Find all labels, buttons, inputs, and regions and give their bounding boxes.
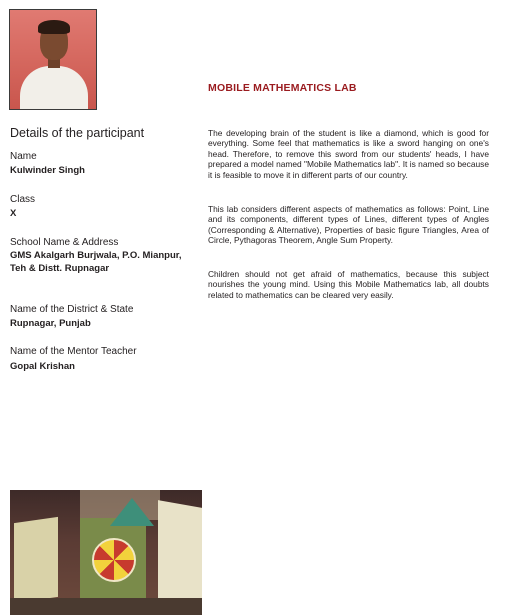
name-label: Name	[10, 151, 37, 162]
mentor-value: Gopal Krishan	[10, 361, 75, 372]
school-label: School Name & Address	[10, 237, 119, 248]
project-paragraph-3: Children should not get afraid of mathematics, because this subject nourishes the young mind. Using this Mobile Mathematics lab, all doubts related to mathematics can be cleared very easily.	[208, 269, 489, 300]
district-label: Name of the District & State	[10, 304, 134, 315]
mentor-label: Name of the Mentor Teacher	[10, 346, 137, 357]
lab-board-left	[14, 517, 58, 603]
class-value: X	[10, 208, 17, 219]
lab-board-right	[158, 500, 202, 608]
district-value: Rupnagar, Punjab	[10, 318, 91, 329]
project-title: MOBILE MATHEMATICS LAB	[208, 82, 357, 94]
project-paragraph-1: The developing brain of the student is like a diamond, which is good for everything. Some feel that mathematics is like a sword hanging on one's head. Therefore, to remove this sword from our students' heads, I have prepared a model named "Mobile Mathematics lab". It is named so because it is feasible to move it in different parts of our country.	[208, 128, 489, 180]
project-paragraph-2: This lab considers different aspects of mathematics as follows: Point, Line and its components, different types of Lines, different types of Angles (Corresponding & Alternative), Properties of basic figure Triangles, Area of Circle, Pythagoras Theorem, Angle Sum Property.	[208, 204, 489, 246]
participant-section-title: Details of the participant	[10, 126, 145, 140]
mobile-lab-photo	[10, 490, 202, 615]
portrait-shirt	[20, 66, 88, 110]
name-value: Kulwinder Singh	[10, 165, 85, 176]
lab-wheel-model	[92, 538, 136, 582]
participant-photo	[9, 9, 97, 110]
portrait-hair	[38, 20, 70, 34]
class-label: Class	[10, 194, 36, 205]
lab-triangle-model	[110, 498, 154, 526]
school-value: GMS Akalgarh Burjwala, P.O. Mianpur, Teh & Distt. Rupnagar	[10, 250, 182, 274]
